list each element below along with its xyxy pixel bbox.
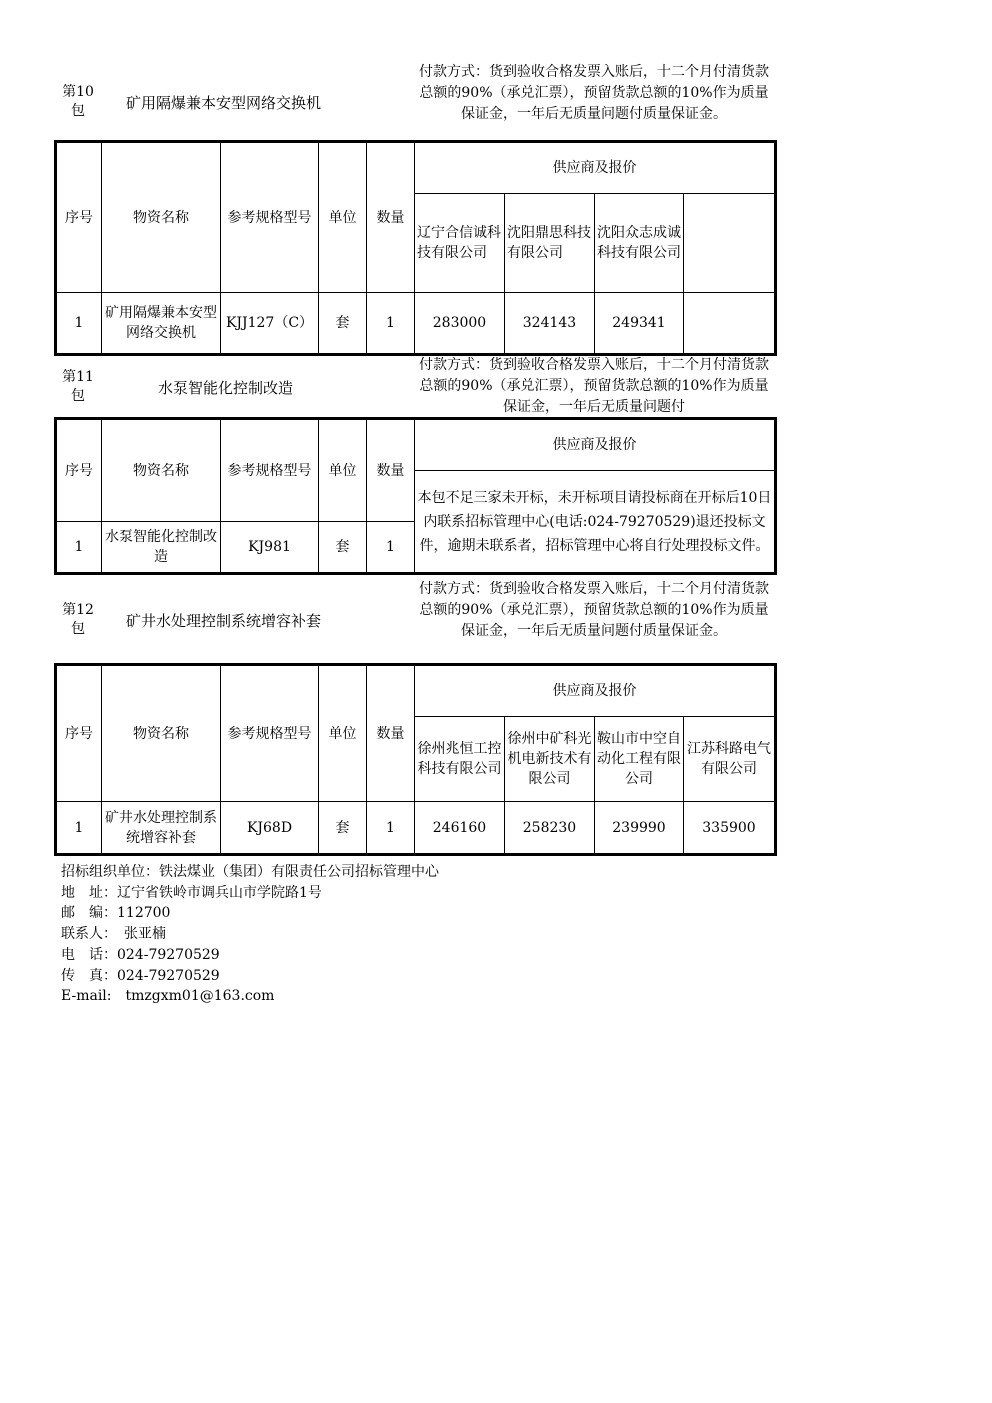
supplier-name: 徐州中矿科光机电新技术有限公司 [505, 717, 595, 802]
package-12-payment-terms: 付款方式：货到验收合格发票入账后，十二个月付清货款总额的90%（承兑汇票），预留货款总额的10%作为质量保证金，一年后无质量问题付质量保证金。 [419, 581, 769, 639]
supplier-name: 沈阳众志成诚科技有限公司 [595, 194, 684, 293]
package-10-name: 矿用隔爆兼本安型网络交换机 [126, 94, 322, 112]
row-seq: 1 [57, 522, 102, 573]
package-11-name: 水泵智能化控制改造 [158, 379, 294, 397]
footer-postcode: 邮 编：112700 [61, 905, 171, 922]
row-price: 246160 [415, 802, 505, 854]
row-item: 水泵智能化控制改造 [102, 522, 221, 573]
package-12-table [56, 665, 775, 854]
header-unit: 单位 [319, 666, 367, 802]
row-price: 335900 [684, 802, 775, 854]
package-12-name: 矿井水处理控制系统增容补套 [126, 612, 322, 630]
supplier-name: 辽宁合信诚科技有限公司 [415, 194, 505, 293]
row-seq: 1 [57, 802, 102, 854]
row-price: 283000 [415, 293, 505, 354]
footer-email[interactable]: E-mail: tmzgxm01@163.com [61, 988, 275, 1005]
row-spec: KJ68D [221, 802, 319, 854]
package-11-table [56, 419, 775, 573]
row-qty: 1 [367, 802, 415, 854]
header-supplier: 供应商及报价 [415, 143, 775, 194]
row-qty: 1 [367, 522, 415, 573]
header-supplier: 供应商及报价 [415, 420, 775, 471]
footer-org: 招标组织单位：铁法煤业（集团）有限责任公司招标管理中心 [61, 864, 439, 880]
row-item: 矿井水处理控制系统增容补套 [102, 802, 221, 854]
supplier-name [684, 194, 775, 293]
row-price: 258230 [505, 802, 595, 854]
package-11-payment-terms: 付款方式：货到验收合格发票入账后，十二个月付清货款总额的90%（承兑汇票），预留货款总额的10%作为质量保证金，一年后无质量问题付 [419, 357, 769, 415]
row-qty: 1 [367, 293, 415, 354]
row-unit: 套 [319, 802, 367, 854]
footer-fax: 传 真：024-79270529 [61, 967, 220, 984]
row-spec: KJJ127（C） [221, 293, 319, 354]
supplier-name: 鞍山市中空自动化工程有限公司 [595, 717, 684, 802]
row-price [684, 293, 775, 354]
header-unit: 单位 [319, 143, 367, 293]
footer-phone: 电 话：024-79270529 [61, 946, 220, 963]
no-bid-notice: 本包不足三家未开标，未开标项目请投标商在开标后10日内联系招标管理中心(电话:024-79270529)退还投标文件，逾期未联系者，招标管理中心将自行处理投标文件。 [415, 471, 775, 573]
header-spec: 参考规格型号 [221, 666, 319, 802]
supplier-name: 沈阳鼎思科技有限公司 [505, 194, 595, 293]
header-supplier: 供应商及报价 [415, 666, 775, 717]
supplier-name: 徐州兆恒工控科技有限公司 [415, 717, 505, 802]
header-spec: 参考规格型号 [221, 420, 319, 522]
row-seq: 1 [57, 293, 102, 354]
header-item: 物资名称 [102, 420, 221, 522]
supplier-name: 江苏科路电气有限公司 [684, 717, 775, 802]
header-seq: 序号 [57, 666, 102, 802]
header-seq: 序号 [57, 143, 102, 293]
package-11-number: 第11 包 [62, 369, 94, 404]
header-item: 物资名称 [102, 666, 221, 802]
header-qty: 数量 [367, 666, 415, 802]
header-qty: 数量 [367, 420, 415, 522]
contact-footer [61, 862, 439, 1007]
header-seq: 序号 [57, 420, 102, 522]
header-spec: 参考规格型号 [221, 143, 319, 293]
package-10-payment-terms: 付款方式：货到验收合格发票入账后，十二个月付清货款总额的90%（承兑汇票），预留货款总额的10%作为质量保证金，一年后无质量问题付质量保证金。 [419, 64, 769, 122]
row-unit: 套 [319, 522, 367, 573]
package-12-number: 第12 包 [62, 602, 94, 637]
package-10-table [56, 142, 775, 354]
row-item: 矿用隔爆兼本安型网络交换机 [102, 293, 221, 354]
header-qty: 数量 [367, 143, 415, 293]
row-price: 324143 [505, 293, 595, 354]
row-unit: 套 [319, 293, 367, 354]
row-spec: KJ981 [221, 522, 319, 573]
header-unit: 单位 [319, 420, 367, 522]
header-item: 物资名称 [102, 143, 221, 293]
footer-contact: 联系人： 张亚楠 [61, 926, 166, 943]
footer-address: 地 址：辽宁省铁岭市调兵山市学院路1号 [61, 884, 322, 901]
package-10-number: 第10 包 [62, 84, 94, 119]
row-price: 239990 [595, 802, 684, 854]
row-price: 249341 [595, 293, 684, 354]
